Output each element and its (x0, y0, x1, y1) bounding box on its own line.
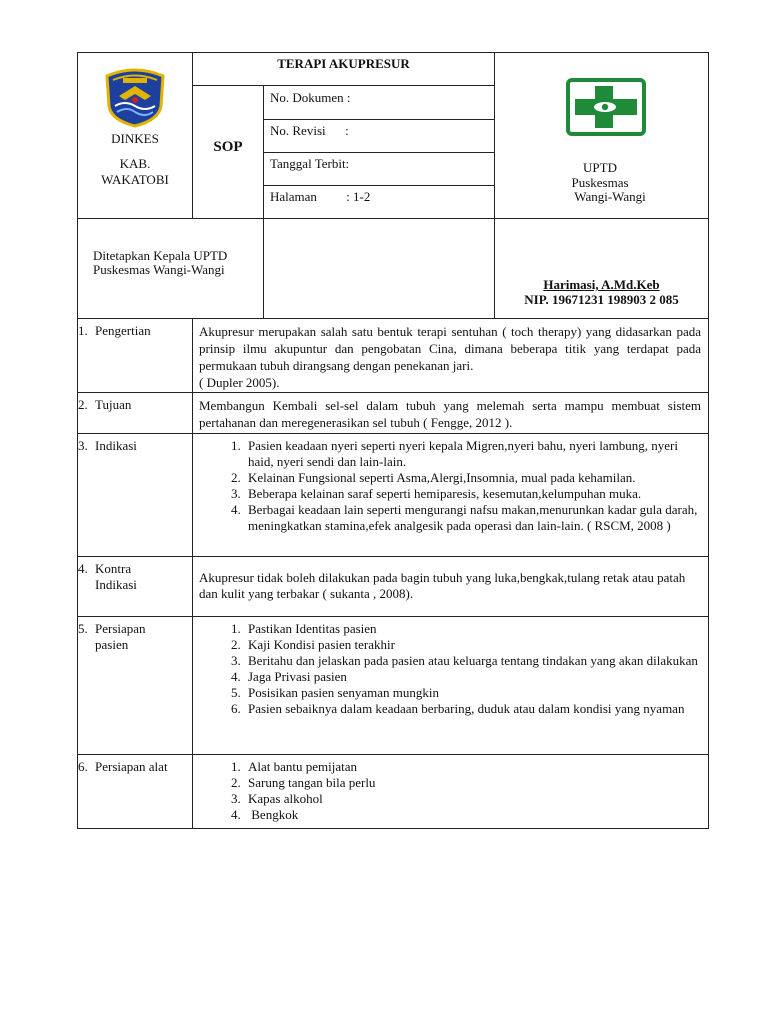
list-item: 3. Kapas alkohol (244, 791, 700, 807)
list-item: 3. Beberapa kelainan saraf seperti hemiparesis, kesemutan,kelumpuhan muka. (244, 486, 700, 502)
section-2-label: Tujuan (95, 397, 132, 412)
list-item: 2. Kelainan Fungsional seperti Asma,Alergi,Insomnia, mual pada kehamilan. (244, 470, 700, 486)
list-item: 4. Jaga Privasi pasien (244, 669, 700, 685)
list-item: 4. Bengkok (244, 807, 700, 823)
section-5-label-line2: pasien (95, 637, 129, 652)
issue-date-field: Tanggal Terbit: (270, 156, 350, 171)
list-item: 1. Pastikan Identitas pasien (244, 621, 700, 637)
section-4-label-line2: Indikasi (95, 577, 137, 592)
border-bottom (77, 828, 709, 829)
section-5-list (200, 621, 700, 717)
list-item: 3. Beritahu dan jelaskan pada pasien atau keluarga tentang tindakan yang akan dilakukan (244, 653, 700, 669)
section-3-label: Indikasi (95, 438, 137, 453)
section-3-list (200, 438, 700, 534)
list-item: 2. Sarung tangan bila perlu (244, 775, 700, 791)
org-left-line2: KAB. (119, 156, 151, 171)
section-6-list (200, 759, 700, 823)
section-5-label-line1: Persiapan (95, 621, 146, 636)
list-item: 6. Pasien sebaiknya dalam keadaan berbaring, duduk atau dalam kondisi yang nyaman (244, 701, 700, 717)
list-item: 4. Berbagai keadaan lain seperti mengurangi nafsu makan,menurunkan kadar gula darah, meningkatkan stamina,efek analgesik pada operasi dan lain-lain. ( RSCM, 2008 ) (244, 502, 700, 534)
section-3-number: 3. (78, 438, 88, 453)
puskesmas-logo-icon (565, 77, 647, 137)
section-1-label: Pengertian (95, 323, 151, 338)
section-5-number: 5. (78, 621, 88, 636)
section-4-label-line1: Kontra (95, 561, 132, 576)
section-1-text: Akupresur merupakan salah satu bentuk terapi sentuhan ( toch therapy) yang didasarkan pada prinsip ilmu akupuntur dan pengobatan Cina, dimana beberapa titik yang terdapat pada permukaan tubuh dirangsang dengan penekanan jari. ( Dupler 2005). (199, 324, 701, 390)
section-4-number: 4. (78, 561, 88, 576)
document-title: TERAPI AKUPRESUR (277, 56, 410, 71)
org-left-line1: DINKES (111, 131, 159, 146)
section-2-text: Membangun Kembali sel-sel dalam tubuh yang melemah serta mampu membuat sistem pertahanan dan meregenerasikan sel tubuh ( Fengge, 2012 ). (199, 398, 701, 430)
org-right-line1: UPTD (583, 160, 617, 175)
sop-label: SOP (213, 139, 243, 155)
approval-label-line2: Puskesmas Wangi-Wangi (93, 262, 225, 277)
approval-label-line1: Ditetapkan Kepala UPTD (93, 248, 228, 263)
signer-nip: NIP. 19671231 198903 2 085 (524, 292, 679, 307)
list-item: 1. Pasien keadaan nyeri seperti nyeri kepala Migren,nyeri bahu, nyeri lambung, nyeri haid, nyeri sendi dan lain-lain. (244, 438, 700, 470)
section-4-text: Akupresur tidak boleh dilakukan pada bagin tubuh yang luka,bengkak,tulang retak atau patah dan kulit yang terbakar ( sukanta , 2008). (199, 570, 686, 601)
border-top (77, 52, 709, 53)
revision-field: No. Revisi : (270, 123, 349, 138)
org-right-line2: Puskesmas (571, 175, 629, 190)
border-right (708, 52, 709, 829)
org-right-line3: Wangi-Wangi (574, 189, 646, 204)
list-item: 2. Kaji Kondisi pasien terakhir (244, 637, 700, 653)
list-item: 1. Alat bantu pemijatan (244, 759, 700, 775)
org-left-line3: WAKATOBI (101, 172, 169, 187)
section-1-number: 1. (78, 323, 88, 338)
page-field: Halaman : 1-2 (270, 189, 371, 204)
section-6-label: Persiapan alat (95, 759, 168, 774)
section-2-number: 2. (78, 397, 88, 412)
list-item: 5. Posisikan pasien senyaman mungkin (244, 685, 700, 701)
signer-name: Harimasi, A.Md.Keb (543, 277, 660, 292)
wakatobi-emblem-icon (101, 66, 169, 128)
doc-number-field: No. Dokumen : (270, 90, 351, 105)
section-6-number: 6. (78, 759, 88, 774)
